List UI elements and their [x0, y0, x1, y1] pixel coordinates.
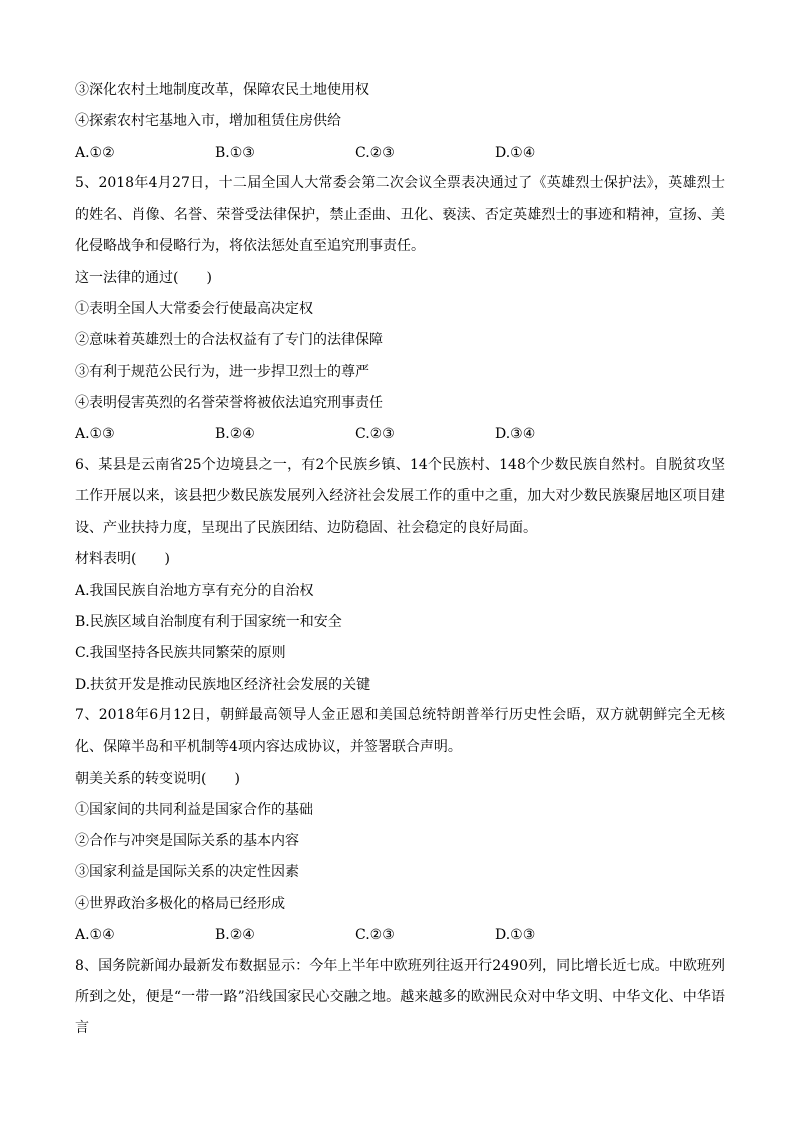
q4-option-c: C.②③: [355, 144, 395, 161]
q7-item-1: ①国家间的共同利益是国家合作的基础: [75, 801, 313, 818]
q7-options: [75, 924, 725, 946]
q5-options: [75, 423, 725, 445]
q5-item-3: ③有利于规范公民行为，进一步捍卫烈士的尊严: [75, 363, 369, 380]
q6-option-c: C.我国坚持各民族共同繁荣的原则: [75, 645, 286, 662]
q5-item-1: ①表明全国人大常委会行使最高决定权: [75, 301, 313, 318]
q6-prompt: 材料表明( ): [75, 551, 170, 568]
q5-option-c: C.②③: [355, 426, 395, 443]
q5-item-4: ④表明侵害英烈的名誉荣誉将被依法追究刑事责任: [75, 394, 383, 411]
q7-item-4: ④世界政治多极化的格局已经形成: [75, 895, 285, 912]
q7-option-b: B.②④: [215, 927, 255, 944]
q5-option-a: A.①③: [75, 426, 115, 443]
q4-item-3: ③深化农村土地制度改革，保障农民土地使用权: [75, 82, 369, 98]
q5-stem: 5、2018年4月27日，十二届全国人大常委会第二次会议全票表决通过了《英雄烈士保护法》，英雄烈士的姓名、肖像、名誉、荣誉受法律保护，禁止歪曲、丑化、亵渎、否定英雄烈士的事迹和精神，宣扬、美化侵略战争和侵略行为，将依法惩处直至追究刑事责任。: [75, 175, 725, 254]
q4-item-4: ④探索农村宅基地入市，增加租赁住房供给: [75, 113, 341, 130]
q7-option-a: A.①④: [75, 927, 115, 944]
q5-option-b: B.②④: [215, 426, 255, 443]
q7-item-2: ②合作与冲突是国际关系的基本内容: [75, 833, 299, 850]
q6-option-b: B.民族区域自治制度有利于国家统一和安全: [75, 614, 342, 631]
q4-options: [75, 142, 725, 164]
q7-prompt: 朝美关系的转变说明( ): [75, 770, 240, 787]
q6-option-a: A.我国民族自治地方享有充分的自治权: [75, 582, 314, 599]
q8-stem: 8、国务院新闻办最新发布数据显示：今年上半年中欧班列往返开行2490列，同比增长近七成。中欧班列所到之处，便是“一带一路”沿线国家民心交融之地。越来越多的欧洲民众对中华文明、中华文化、中华语言: [75, 957, 725, 1037]
q5-option-d: D.③④: [495, 426, 536, 443]
exam-page: [75, 79, 725, 1040]
q6-stem: 6、某县是云南省25个边境县之一，有2个民族乡镇、14个民族村、148个少数民族自然村。自脱贫攻坚工作开展以来，该县把少数民族发展列入经济社会发展工作的重中之重，加大对少数民族聚居地区项目建设、产业扶持力度，呈现出了民族团结、边防稳固、社会稳定的良好局面。: [75, 456, 725, 536]
q4-option-a: A.①②: [75, 144, 115, 161]
q7-item-3: ③国家利益是国际关系的决定性因素: [75, 864, 299, 881]
q6-option-d: D.扶贫开发是推动民族地区经济社会发展的关键: [75, 676, 371, 693]
q5-item-2: ②意味着英雄烈士的合法权益有了专门的法律保障: [75, 332, 383, 349]
q4-option-d: D.①④: [495, 144, 536, 161]
q7-stem: 7、2018年6月12日，朝鲜最高领导人金正恩和美国总统特朗普举行历史性会晤，双方就朝鲜完全无核化、保障半岛和平机制等4项内容达成协议，并签署联合声明。: [75, 707, 725, 755]
q7-option-d: D.①③: [495, 927, 536, 944]
q7-option-c: C.②③: [355, 927, 395, 944]
q5-prompt: 这一法律的通过( ): [75, 269, 212, 286]
q4-option-b: B.①③: [215, 144, 255, 161]
